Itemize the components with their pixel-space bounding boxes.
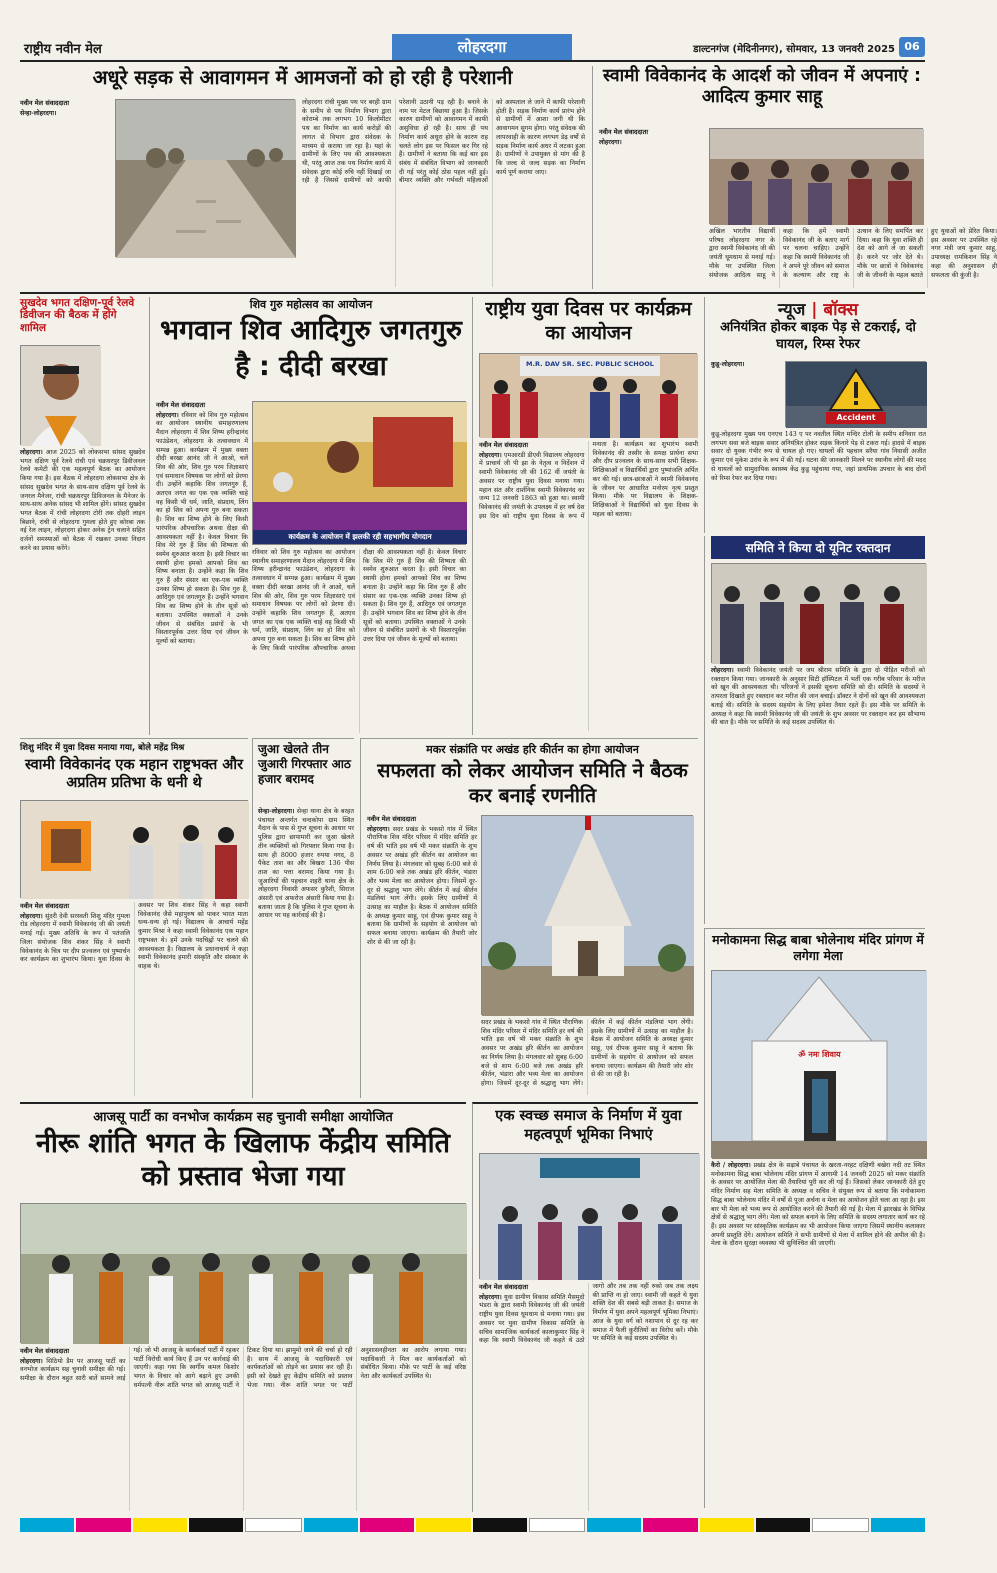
youth-day-photo [479, 353, 697, 437]
kirtan-byline: नवीन मेल संवाददाता [367, 815, 416, 823]
news-box-sep: | [811, 300, 818, 320]
vivekanand-photo [709, 128, 923, 224]
youth-day-byline: नवीन मेल संवाददाता [479, 441, 528, 449]
story-road-headline: अधूरे सड़क से आवागमन में आमजनों को हो रही है परेशानी [92, 66, 513, 89]
school-banner: M.R. DAV SR. SEC. PUBLIC SCHOOL [526, 360, 654, 368]
gambling-body-wrap [258, 808, 354, 1094]
ajsu-body-wrap [20, 1347, 466, 1511]
color-registration-bar [20, 1518, 925, 1532]
news-box-label [711, 297, 925, 319]
story-clean [472, 1102, 698, 1512]
kirtan-dateline: लोहरदगा। [367, 825, 390, 833]
ajsu-headline: नीरू शांति भगत के खिलाफ केंद्रीय समिति को प्रस्ताव भेजा गया [35, 1128, 451, 1192]
party-meeting-image [21, 1204, 467, 1344]
clean-dateline: लोहरदगा। [479, 1293, 502, 1301]
story-vivekanand [592, 66, 997, 289]
youth-day-body: एमआरडी डीएवी विद्यालय लोहरदगा में प्राचार्य जी पी झा के नेतृत्व व निर्देशन में स्वामी विवेकानंद जी की 162 वीं जयंती के अवसर पर राष्ट्रीय युवा दिवस मनाया गया। महान संत और दार्शनिक स्वामी विवेकानंद का जन्म 12 जनवरी 1863 को हुआ था। स्वामी विवेकानंद की जयंती के उपलक्ष्य में हर वर्ष देश इस दिन को राष्ट्रीय युवा दिवस के रूप में मनाता है। कार्यक्रम का शुभारंभ स्वामी विवेकानंद की तस्वीर के समक्ष प्रार्थना सभा और दीप प्रज्वलन के साथ-साथ सभी शिक्षक-शिक्षिकाओं व विद्यार्थियों द्वारा पुष्पांजलि अर्पित कर की गई। छात्र-छात्राओं ने स्वामी विवेकानंद के जीवन पर आधारित मनोरम नृत्य प्रस्तुत किया। मौके पर विद्यालय के शिक्षक-शिक्षिकाओं ने विद्यार्थियों को युवा दिवस के महत्व को बताया। [479, 441, 698, 520]
kirtan-photo [481, 815, 693, 1015]
gambling-dateline: सेन्हा-लोहरदगा। [258, 808, 295, 815]
ajsu-kicker: आजसू पार्टी का वनभोज कार्यक्रम सह चुनावी समीक्षा आयोजित [93, 1110, 393, 1125]
units-dateline: लोहरदगा। [711, 667, 734, 674]
speaker-stage-image [253, 402, 467, 532]
units-body-wrap [711, 667, 925, 929]
manokamna-headline: मनोकामना सिद्ध बाबा भोलेनाथ मंदिर प्रांगण में लगेगा मेला [712, 932, 924, 963]
vivekanand-dateline: लोहरदगा। [599, 138, 622, 146]
story-manokamna [704, 928, 925, 1508]
ajsu-photo [20, 1203, 466, 1343]
dirt-road-image [116, 100, 296, 258]
temple-image [482, 816, 694, 1016]
road-body: लोहरदगा रांची मुख्य पथ पर बरही ग्राम के समीप से पथ निर्माण विभाग द्वारा कोराम्बे तक लगभग 10 किलोमीटर पथ का निर्माण का कार्य करोड़ों की लागत से विभाग द्वारा संवेदक के माध्यम से कराया जा रहा है। यहां के ग्रामीणों के लिए पथ की आवश्यकता थी, परंतु आज तक पथ निर्माण कार्य में संवेदक द्वारा कोई रुचि नहीं दिखाई जा रही है जिससे ग्रामीणों को काफी परेशानी उठानी पड़ रही है। बनाने के नाम पर मेटल बिछाया हुआ है। जिसके कारण ग्रामीणों को आवागमन में काफी असुविधा हो रही है। साथ ही पथ निर्माण कार्य अधूरा होने के कारण राह चलते लोग इस पर फिसल कर गिर रहे हैं। ग्रामीणों ने बताया कि कई बार इस संबंध में संबंधित विभाग को जानकारी दी गई परंतु कोई ठोस पहल नहीं हुई। बीमार व्यक्ति और गर्भवती महिलाओं को अस्पताल ले जाने में काफी परेशानी होती है। सड़क निर्माण कार्य प्रारंभ होने से ग्रामीणों में आशा जगी थी कि आवागमन सुगम होगा। परंतु संवेदक की लापरवाही के कारण लगभग डेढ़ वर्षों से सड़क निर्माण कार्य अधर में लटका हुआ है। ग्रामीणों ने उपायुक्त से मांग की है कि जल्द से जल्द सड़क का निर्माण कार्य पूर्ण कराया जाए। [302, 99, 585, 185]
news-box-headline: अनियंत्रित होकर बाइक पेड़ से टकराई, दो घायल, रिम्स रेफर [720, 320, 916, 352]
shiv-col-left [156, 401, 248, 735]
accident-photo [785, 361, 926, 427]
railway-body [20, 449, 145, 729]
shiv-continued [252, 549, 466, 733]
clean-body: युवा ग्रामीण विकास समिति मैसमुदो भंडरा के द्वारा स्वामी विवेकानंद जी की जयंती राष्ट्रीय युवा दिवस धूमधाम से मनाया गया। इस अवसर पर युवा ग्रामीण विकास समिति के सचिव सामाजिक कार्यकर्ता कालाकुमार सिंह ने कहा कि स्वामी विवेकानंद जी कहते थे उठो जागो और तब तक नहीं रुको जब तक लक्ष्य की प्राप्ति ना हो जाए। स्वामी जी कहते थे युवा शक्ति देश की सबसे बड़ी ताकत है। समाज के निर्माण में युवा अपने महत्वपूर्ण भूमिका निभाएं। आज के युवा वर्ग को नशापान से दूर रह कर समाज में फैली कुरीतियों का विरोध करें। मौके पर समिति के कई सदस्य उपस्थित थे। [479, 1283, 698, 1345]
place-date: डाल्टनगंज (मेदिनीनगर), सोमवार, 13 जनवरी 2025 [693, 44, 895, 55]
kirtan-body-continued: सदर प्रखंड के भकसो गांव में स्थित पौराणिक शिव मंदिर परिसर में मंदिर समिति हर वर्ष की भांति इस वर्ष भी मकर संक्रांति के शुभ अवसर पर अखंड हरि कीर्तन का आयोजन का निर्णय लिया है। मंगलवार को सुबह 6:00 बजे से शाम 6:00 बजे तक अखंड हरि कीर्तन, भंडारा और भव्य मेला का आयोजन होगा। जिसमें दूर-दूर से श्रद्धालु भाग लेंगे। कीर्तन में कई कीर्तन मंडलियां भाग लेंगी। इसके लिए ग्रामीणों में उत्साह का माहौल है। बैठक में आयोजन समिति के अध्यक्ष कुमार साहू, एवं दीपक कुमार साहू ने बताया कि ग्रामीणों के सहयोग से आयोजन को सफल बनाया जाएगा। कार्यक्रम की तैयारी जोर शोर से की जा रही है। [481, 1019, 693, 1087]
units-headline: समिति ने किया दो यूनिट रक्तदान [711, 536, 925, 559]
kirtan-continued [481, 1019, 693, 1095]
manokamna-photo [711, 970, 926, 1158]
section-tab [392, 34, 572, 60]
story-youth-day [472, 297, 698, 735]
story-shiv [156, 297, 466, 735]
story-units [704, 536, 925, 924]
road-dateline: सेन्हा-लोहरदगा। [20, 109, 57, 117]
shishu-photo [20, 800, 248, 898]
section-title: लोहरदगा [457, 38, 507, 56]
shishu-byline: नवीन मेल संवाददाता [20, 902, 69, 910]
ajsu-body: सिठियो डैम पर आजसू पार्टी का वनभोज कार्यक्रम सह चुनावी समीक्षा की गई। समीक्षा के दौरान बहुत सारी बातें सामने लाई गई। जो भी आजसू के कार्यकर्ता पार्टी में रहकर पार्टी विरोधी कार्य किए हैं उन पर कार्रवाई की जाएगी। कहा गया कि स्वर्गीय कमल किशोर भगत के विचार को आगे बढ़ाने हुए उनकी धर्मपत्नी नीरू शांति भगत को आजसू पार्टी ने टिकट दिया था। झामुमो जाने की चर्चा हो रही है। साथ में आजसू के पदाधिकारी एवं कार्यकर्ताओं को तोड़ने का प्रयास कर रही हैं। इसी को देखते हुए केंद्रीय समिति को प्रस्ताव भेजा गया। नीरू शांति भगत पर पार्टी अनुशासनहीनता का आरोप लगाया गया। पदाधिकारी ने मिल कर कार्यकर्ताओं को संबोधित किया। मौके पर पार्टी के कई वरिष्ठ नेता और कार्यकर्ता उपस्थित थे। [20, 1347, 466, 1389]
shiv-photo-caption: कार्यक्रम के आयोजन में झलकी रही सहभागीय योगदान [253, 530, 467, 544]
news-box-label-b: बॉक्स [823, 300, 859, 320]
vivekanand-byline: नवीन मेल संवाददाता [599, 128, 648, 136]
accident-sign-text: Accident [836, 413, 876, 422]
ajsu-dateline: लोहरदगा। [20, 1357, 43, 1365]
vivekanand-col-left [599, 128, 703, 288]
youth-day-headline: राष्ट्रीय युवा दिवस पर कार्यक्रम का आयोजन [485, 298, 692, 344]
clean-headline: एक स्वच्छ समाज के निर्माण में युवा महत्वपूर्ण भूमिका निभाएं [495, 1108, 682, 1143]
clean-photo [479, 1153, 699, 1279]
youth-group-image [480, 1154, 700, 1280]
vivekanand-body: अखिल भारतीय विद्यार्थी परिषद लोहरदगा नगर के द्वारा स्वामी विवेकानंद जी की जयंती धूमधाम से मनाई गई। मौके पर उपस्थित जिला संयोजक आदित्य साहू ने कहा कि हमें स्वामी विवेकानंद जी के बताए मार्ग पर चलना चाहिए। उन्होंने कहा कि स्वामी विवेकानंद जी ने अपने पूरे जीवन को समाज के कल्याण और राष्ट्र के उत्थान के लिए समर्पित कर दिया। कहा कि युवा शक्ति ही देश को आगे ले जा सकती है। करने पर जोर देते थे। मौके पर छात्रों ने विवेकानंद जी के जीवनी के महत्व बताते हुए युवाओं को प्रेरित किया। इस अवसर पर उपस्थित रहे नगर मंत्री जय कुमार साहू, उपाध्यक्ष रामकिशन सिंह ने कहा की अनुशासन ही सफलता की कुंजी है। [709, 228, 997, 279]
students-photo-image [710, 129, 924, 225]
manokamna-dateline: कैरो / लोहरदगा। [711, 1162, 751, 1169]
kirtan-body: सदर प्रखंड के भकसो गांव में स्थित पौराणिक शिव मंदिर परिसर में मंदिर समिति हर वर्ष की भांति इस वर्ष भी मकर संक्रांति के शुभ अवसर पर अखंड हरि कीर्तन का आयोजन का निर्णय लिया है। मंगलवार को सुबह 6:00 बजे से शाम 6:00 बजे तक अखंड हरि कीर्तन, भंडारा और भव्य मेला का आयोजन होगा। जिसमें दूर-दूर से श्रद्धालु भाग लेंगे। कीर्तन में कई कीर्तन मंडलियां भाग लेंगी। इसके लिए ग्रामीणों में उत्साह का माहौल है। बैठक में आयोजन समिति के अध्यक्ष कुमार साहू, एवं दीपक कुमार साहू ने बताया कि ग्रामीणों के सहयोग से आयोजन को सफल बनाया जाएगा। कार्यक्रम की तैयारी जोर शोर से की जा रही है। [367, 825, 477, 946]
clean-body-wrap [479, 1283, 698, 1511]
units-body: स्वामी विवेकानंद जयंती पर जय श्रीराम समिति के द्वारा दो पीड़ित मरीजों को रक्तदान किया गया। जानकारी के अनुसार सिटी हॉस्पिटल में भर्ती एक गरीब परिवार के मरीज को खून की आवश्यकता थी। परिजनों ने इसकी सूचना समिति को दी। समिति के सदस्यों ने तत्परता दिखाते हुए रक्तदान कर मरीज की जान बचाई। डॉक्टर ने दोनों को खून की आवश्यकता बताई थी। समिति के सदस्य सहयोग के लिए हमेशा तैयार रहते हैं। इस मौके पर समिति के अध्यक्ष ने कहा कि स्वामी विवेकानंद जी की जयंती के शुभ अवसर पर रक्तदान कर हम सौभाग्य की बात है। मौके पर समिति के कई सदस्य उपस्थित थे। [711, 667, 925, 727]
gambling-headline: जुआ खेलते तीन जुआरी गिरफ्तार आठ हजार बरामद [258, 742, 351, 786]
story-gambling [252, 738, 354, 1098]
shiv-body-continued: रविवार को शिव गुरु महोत्सव का आयोजन स्थानीय समाहरणालय मैदान लोहरदगा में शिव शिष्य हरीन्द्रानंद फाउंडेशन, लोहरदगा के तत्वावधान में सम्पन्न हुआ। कार्यक्रम में मुख्य वक्ता दीदी बरखा आनंद जी ने आओ, चलें शिव की ओर, शिव गुरु परम जिज्ञासाएं एवं समाधान विषयक पर लोगों को प्रेरणा दी। उन्होंने कहाकि शिव जगतगुरु हैं, अतएव जगत का एक एक व्यक्ति चाहे वह किसी भी धर्म, जाति, संप्रदाय, लिंग का हो शिव को अपना गुरु बना सकता है। शिव का शिष्य होने के लिए किसी पारंपरिक औपचारिक अथवा दीक्षा की आवश्यकता नहीं है। केवल विचार कि शिव मेरे गुरु हैं शिव की शिष्यता की स्वमेव शुरुआत करता है। इसी विचार का स्थायी होना हमको आपको शिव का शिष्य बनाता है। उन्होंने कहा कि शिव गुरु हैं और संसार का एक-एक व्यक्ति उनका शिष्य हो सकता है। शिव गुरु हैं, आदिगुरु एवं जगतगुरु हैं। उन्होंने भगवान शिव का शिष्य होने के तीन सूत्रों को बताया। उपस्थित वक्ताओं ने उनके जीवन से संबंधित प्रसंगों के भी विस्तारपूर्वक उत्तर दिया एवं जीवन के मूल्यों को बताया। [252, 549, 466, 652]
shiv-byline: नवीन मेल संवाददाता [156, 401, 205, 409]
shishu-dateline: लोहरदगा। [20, 912, 43, 920]
news-box [704, 297, 925, 533]
portrait-image [21, 346, 101, 446]
story-railway [20, 297, 150, 735]
paper-name: राष्ट्रीय नवीन मेल [24, 42, 102, 57]
kirtan-kicker: मकर संक्रांति पर अखंड हरि कीर्तन का होगा आयोजन [426, 743, 639, 756]
ajsu-byline: नवीन मेल संवाददाता [20, 1347, 69, 1355]
clean-byline: नवीन मेल संवाददाता [479, 1283, 528, 1291]
shishu-event-image [21, 801, 249, 899]
youth-day-dateline: लोहरदगा। [479, 451, 502, 459]
page-number: 06 [899, 37, 925, 57]
news-box-dateline: कुडू-लोहरदगा। [711, 361, 745, 368]
shrine-image [712, 971, 927, 1159]
shishu-body-wrap [20, 902, 248, 1096]
railway-dateline: लोहरदगा। [20, 449, 43, 456]
kirtan-col-left [367, 815, 477, 1095]
youth-day-body-wrap [479, 441, 698, 731]
story-kirtan [360, 738, 698, 1098]
blood-donors-image [712, 564, 927, 664]
news-box-body: कुडू-लोहरदगा मुख्य पथ एनएच 143 ए पर नवतील स्थित मन्दिर टोली के समीप शनिवार रात लगभग सवा बजे बाइक सवार अनियंत्रित होकर सड़क किनारे पेड़ से टकरा गई। हादसे में बाइक सवार दो युवक गंभीर रूप से घायल हो गए। घायलों की पहचान सरैया गांव निवासी अजीत कुमार एवं मुकेश उरांव के रूप में की गई। घटना की जानकारी मिलने पर स्थानीय लोगों की मदद से घायलों को सामुदायिक स्वास्थ्य केंद्र कुडू पहुंचाया गया, जहां प्राथमिक उपचार के बाद दोनों को रिम्स रेफर कर दिया गया। [711, 431, 926, 482]
shiv-dateline: लोहरदगा। [156, 411, 179, 419]
shishu-body: सुंदरी देवी सरस्वती शिशु मंदिर गुमला रोड लोहरदगा में स्वामी विवेकानंद जी की जयंती मनाई गई। मुख्य अतिथि के रूप में पतंजलि जिला संयोजक शिव शंकर सिंह ने स्वामी विवेकानंद के चित्र पर दीप प्रज्वलन एवं पुष्पार्चन कर कार्यक्रम का शुभारंभ किया। युवा दिवस के अवसर पर शिव शंकर सिंह ने कहा स्वामी विवेकानंद जैसे महापुरुष को पाकर भारत माता धन्य-धन्य हो गई। विद्यालय के आचार्य महेंद्र कुमार मिश्रा ने कहा स्वामी विवेकानंद एक महान राष्ट्रभक्त थे। हमें उनके पदचिह्नों पर चलने की आवश्यकता है। विद्यालय के प्रधानाचार्य ने कहा स्वामी विवेकानंद हमारी संस्कृति और संस्कार के वाहक थे। [20, 902, 248, 970]
shishu-headline: स्वामी विवेकानंद एक महान राष्ट्रभक्त और अप्रतिम प्रतिभा के धनी थे [24, 757, 244, 791]
shiv-body: रविवार को शिव गुरु महोत्सव का आयोजन स्थानीय समाहरणालय मैदान लोहरदगा में शिव शिष्य हरीन्द्रानंद फाउंडेशन, लोहरदगा के तत्वावधान में सम्पन्न हुआ। कार्यक्रम में मुख्य वक्ता दीदी बरखा आनंद जी ने आओ, चलें शिव की ओर, शिव गुरु परम जिज्ञासाएं एवं समाधान विषयक पर लोगों को प्रेरणा दी। उन्होंने कहाकि शिव जगतगुरु हैं, अतएव जगत का एक एक व्यक्ति चाहे वह किसी भी धर्म, जाति, संप्रदाय, लिंग का हो शिव को अपना गुरु बना सकता है। शिव का शिष्य होने के लिए किसी पारंपरिक औपचारिक अथवा दीक्षा की आवश्यकता नहीं है। केवल विचार कि शिव मेरे गुरु हैं शिव की शिष्यता की स्वमेव शुरुआत करता है। इसी विचार का स्थायी होना हमको आपको शिव का शिष्य बनाता है। उन्होंने कहा कि शिव गुरु हैं और संसार का एक-एक व्यक्ति उनका शिष्य हो सकता है। शिव गुरु हैं, आदिगुरु एवं जगतगुरु हैं। उन्होंने भगवान शिव का शिष्य होने के तीन सूत्रों को बताया। उपस्थित वक्ताओं ने उनके जीवन से संबंधित प्रसंगों के भी विस्तारपूर्वक उत्तर दिया एवं जीवन के मूल्यों को बताया। [156, 411, 248, 645]
story-ajsu [20, 1102, 466, 1512]
units-photo [711, 563, 926, 663]
manokamna-body-wrap [711, 1162, 925, 1508]
shishu-kicker: शिशु मंदिर में युवा दिवस मनाया गया, बोले महेंद्र मिश्र [20, 743, 185, 753]
masthead [20, 34, 925, 62]
story-road [20, 66, 585, 289]
railway-text: आज 2025 को लोकसभा सांसद सुखदेव भगत दक्षिण पूर्व रेलवे रांची एवं चक्रधरपुर डिवीजनल रेलवे कमेटी की एक महत्वपूर्ण बैठक का आयोजन किया गया है। इस बैठक में लोहरदगा लोकसभा क्षेत्र के सांसद सुखदेव भगत के साथ-साथ दक्षिण पूर्व रेलवे के जनरल मैनेजर, रांची चक्रधरपुर डिविजनल के मैनेजर के साथ-साथ अनेक सांसद भी शामिल होंगे। सांसद सुखदेव भगत बैठक में रांची लोहरदगा टोरी तक दोहरी लाइन बिछाने, रांची से लोहरदगा गुमला होते हुए कोरबा तक नई रेल लाइन, लोहरदगा होकर अनेक ट्रेन चलाने सहित दर्जनों समस्याओं को बैठक में रखकर उनका निदान करने का प्रयास करेंगे। [20, 449, 145, 552]
shiv-headline: भगवान शिव आदिगुरु जगतगुरु है : दीदी बरखा [160, 315, 462, 382]
mp-portrait [20, 345, 100, 445]
manokamna-body: प्रखंड क्षेत्र के सढ़ाबे पंचायत के खरता-नरहट दक्षिणी बखेरा नदी तट स्थित मनोकामना सिद्ध बाबा भोलेनाथ मंदिर प्रांगण में आगामी 14 जनवरी 2025 को मकर संक्रांति के अवसर पर आयोजित मेला की तैयारियां पूरी कर ली गई हैं। जिसको लेकर जानकारी देते हुए मंदिर निर्माण सह मेला समिति के अध्यक्ष व सचिव ने संयुक्त रूप से बताया कि मनोकामना सिद्ध बाबा भोलेनाथ मंदिर में वर्षों से पूजा अर्चना व मेला का आयोजन होते चला आ रहा है। इस बार भी मेला को भव्य रूप से आयोजित करने की तैयारी की गई है। मेला में झारखंड के विभिन्न क्षेत्रों से श्रद्धालु भाग लेंगे। मेला को सफल बनाने के लिए समिति के सदस्य लगातार कार्य कर रहे हैं। इस अवसर पर सांस्कृतिक कार्यक्रम का भी आयोजन किया जाएगा जिसमें स्थानीय कलाकार अपनी प्रस्तुति देंगे। आयोजन समिति ने सभी ग्रामीणों से मेला में शामिल होने की अपील की है। मेला के दौरान सुरक्षा व्यवस्था भी सुनिश्चित की जाएगी। [711, 1162, 925, 1248]
kirtan-headline: सफलता को लेकर आयोजन समिति ने बैठक कर बनाई रणनीति [377, 759, 688, 807]
news-box-col-left [711, 361, 781, 431]
road-byline: नवीन मेल संवाददाता [20, 99, 69, 107]
gambling-body: सेन्हा थाना क्षेत्र के बरहत पंचायत अन्तर्गत चन्दकोपा ग्राम स्थित मैदान के पास से गुप्त सूचना के आधार पर पुलिस द्वारा छापामारी कर जुआ खेलते तीन व्यक्तियों को गिरफ्तार किया गया है। साथ ही 8000 हजार रुपया नगद, 8 पैकेट ताश का और बिखरा 136 पीस ताश का पत्ता बरामद किया गया है। जुआरियों की पहचान शहरी थाना क्षेत्र के लोहरदगा निवासी अफसर कुरैशी, सिराज अंसारी एवं अफरोज अंसारी किया गया है। बताया जाता है कि पुलिस ने गुप्त सूचना के आधार पर यह कार्रवाई की है। [258, 808, 354, 920]
road-photo [115, 99, 295, 257]
divider-1 [20, 292, 925, 294]
news-box-label-a: न्यूज [777, 300, 806, 320]
shiv-kicker: शिव गुरु महोत्सव का आयोजन [249, 298, 373, 311]
railway-headline: सुखदेव भगत दक्षिण-पूर्व रेलवे डिवीजन की बैठक में होंगे शामिल [20, 297, 135, 334]
story-vivekanand-headline: स्वामी विवेकानंद के आदर्श को जीवन में अपनाएं : आदित्य कुमार साहू [603, 66, 921, 107]
story-shishu [20, 738, 248, 1098]
shiv-photo [252, 401, 466, 545]
road-col-left [20, 99, 110, 289]
temple-sign-text: ॐ नमः शिवाय [798, 1050, 841, 1059]
